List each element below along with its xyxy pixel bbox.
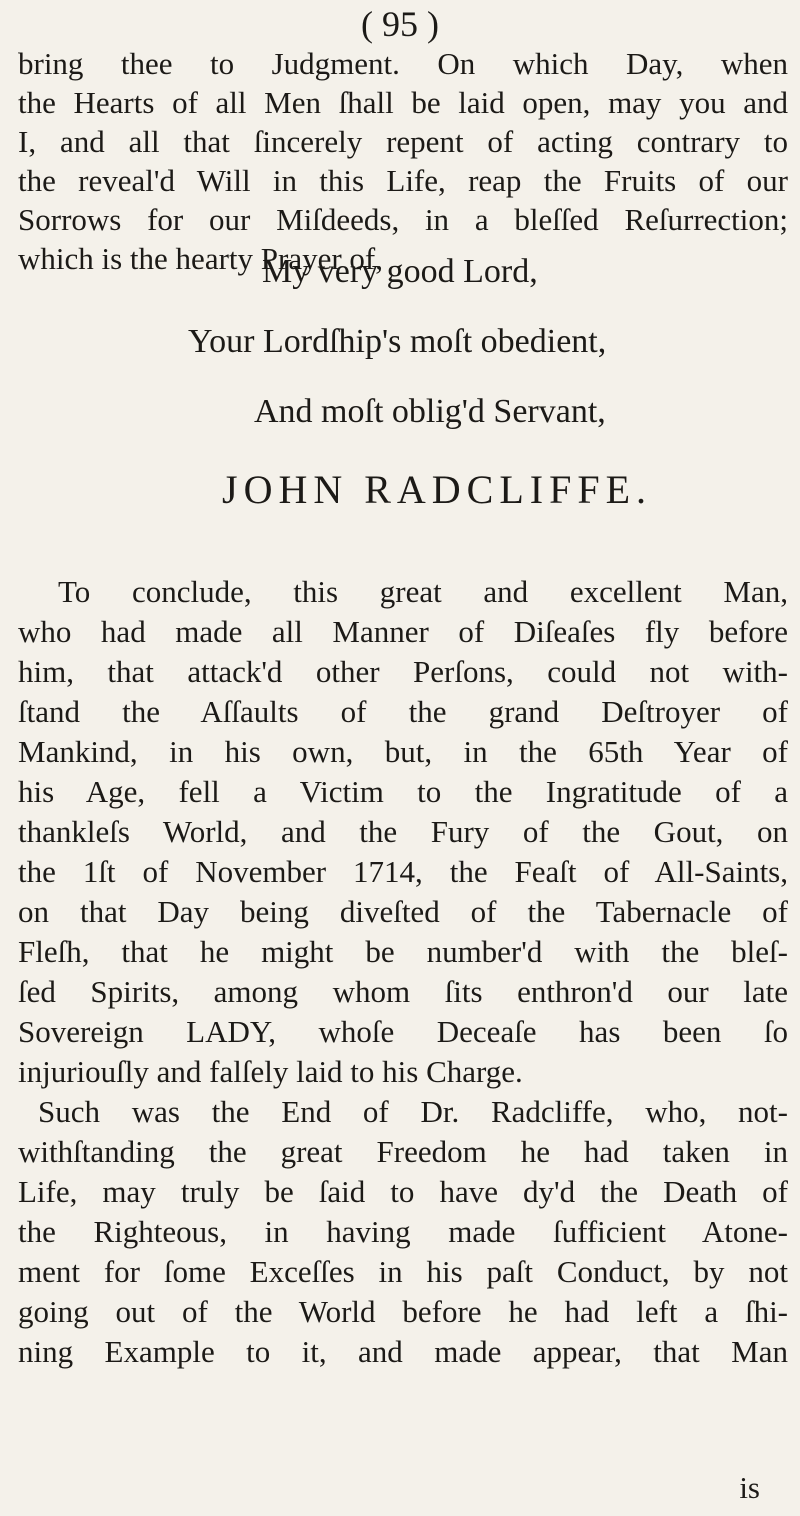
text-line: Sorrows for our Miſdeeds, in a bleſſed Reſurrection; [18,202,788,237]
text-line: Sovereign LADY, whoſe Deceaſe has been ſo [18,1014,788,1049]
text-line: ment for ſome Exceſſes in his paſt Conduct, by not [18,1254,788,1289]
text-line: the Hearts of all Men ſhall be laid open, may you and [18,85,788,120]
paragraph-dedication-close [18,44,788,278]
text-line: Mankind, in his own, but, in the 65th Year of [18,734,788,769]
text-line: ning Example to it, and made appear, that Man [18,1334,788,1369]
signature-name: JOHN RADCLIFFE. [222,467,653,512]
paragraph-conclusion [18,572,788,1372]
closing-line-obedient: Your Lordſhip's moſt obedient, [188,323,607,360]
text-line: Such was the End of Dr. Radcliffe, who, not- [38,1094,788,1129]
text-line: the Righteous, in having made ſufficient Atone- [18,1214,788,1249]
text-line: who had made all Manner of Diſeaſes fly before [18,614,788,649]
text-line: on that Day being diveſted of the Tabernacle of [18,894,788,929]
salutation: My very good Lord, [262,253,538,290]
text-line: which is the hearty Prayer of, [18,241,383,276]
text-line: Fleſh, that he might be number'd with the bleſ- [18,934,788,969]
text-line: the reveal'd Will in this Life, reap the Fruits of our [18,163,788,198]
text-line: Life, may truly be ſaid to have dy'd the Death of [18,1174,788,1209]
text-line: To conclude, this great and excellent Man, [58,574,788,609]
catchword: is [739,1470,760,1505]
text-line: him, that attack'd other Perſons, could not with- [18,654,788,689]
text-line: injuriouſly and falſely laid to his Charge. [18,1054,523,1089]
closing-line-servant: And moſt oblig'd Servant, [254,393,606,430]
text-line: going out of the World before he had left a ſhi- [18,1294,788,1329]
text-line: thankleſs World, and the Fury of the Gout, on [18,814,788,849]
text-line: the 1ſt of November 1714, the Feaſt of All-Saints, [18,854,788,889]
page-number: ( 95 ) [361,4,439,44]
text-line: I, and all that ſincerely repent of acting contrary to [18,124,788,159]
text-line: ſtand the Aſſaults of the grand Deſtroyer of [18,694,788,729]
text-line: ſed Spirits, among whom ſits enthron'd our late [18,974,788,1009]
text-line: bring thee to Judgment. On which Day, when [18,46,788,81]
text-line: his Age, fell a Victim to the Ingratitude of a [18,774,788,809]
text-line: withſtanding the great Freedom he had taken in [18,1134,788,1169]
